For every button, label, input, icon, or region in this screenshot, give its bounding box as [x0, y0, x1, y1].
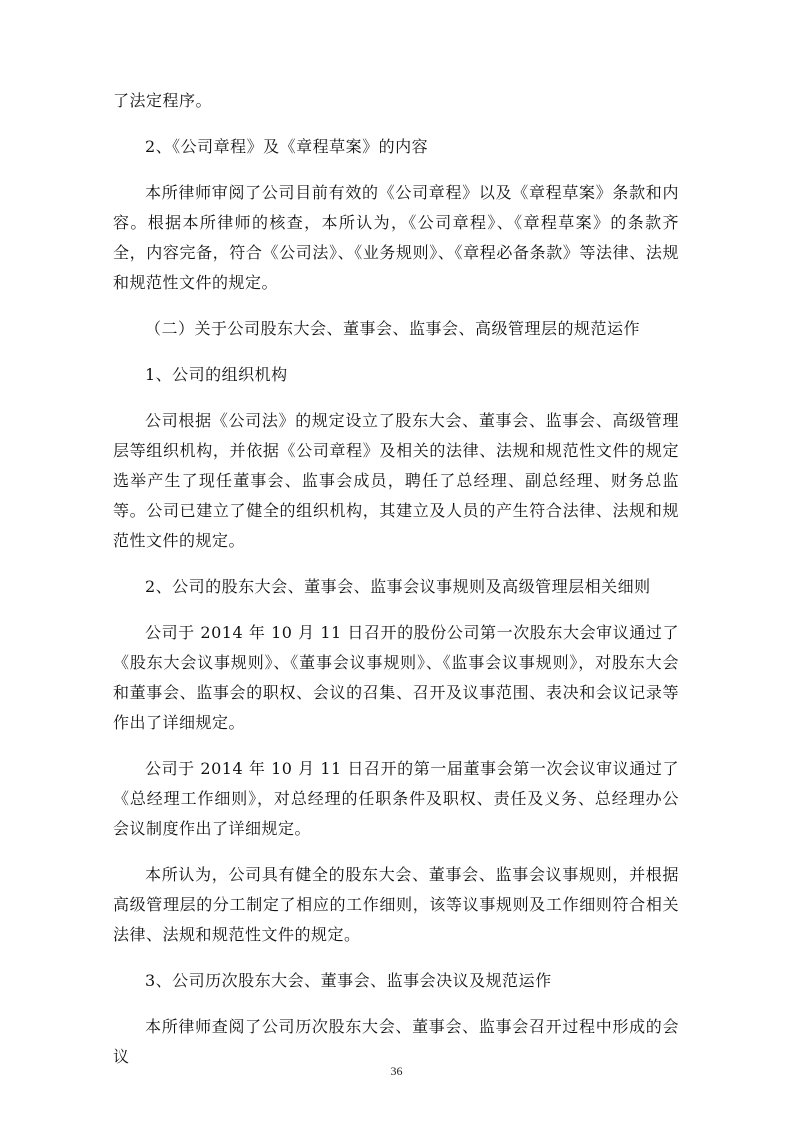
- paragraph-resolutions-review: 本所律师查阅了公司历次股东大会、董事会、监事会召开过程中形成的会议: [113, 1017, 679, 1066]
- paragraph-rules-conclusion: 本所认为，公司具有健全的股东大会、董事会、监事会议事规则，并根据高级管理层的分工制定了相应的工作细则，该等议事规则及工作细则符合相关法律、法规和规范性文件的规定。: [113, 865, 679, 944]
- page-number: 36: [390, 1064, 403, 1078]
- section-heading-resolutions: 3、公司历次股东大会、董事会、监事会决议及规范运作: [145, 971, 552, 990]
- document-body: [113, 86, 679, 1072]
- section-heading-organization: 1、公司的组织机构: [145, 365, 288, 384]
- section-heading-articles-content: 2、《公司章程》及《章程草案》的内容: [145, 137, 429, 156]
- section-heading-rules: 2、公司的股东大会、董事会、监事会议事规则及高级管理层相关细则: [145, 577, 651, 596]
- paragraph-articles-review: 本所律师审阅了公司目前有效的《公司章程》以及《章程草案》条款和内容。根据本所律师的核查，本所认为，《公司章程》、《章程草案》的条款齐全，内容完备，符合《公司法》、《业务规则》、《章程必备条款》等法律、法规和规范性文件的规定。: [113, 183, 679, 292]
- paragraph-continuation: 了法定程序。: [113, 91, 213, 110]
- section-heading-governance: （二）关于公司股东大会、董事会、监事会、高级管理层的规范运作: [145, 319, 641, 338]
- paragraph-general-manager-rules: 公司于 2014 年 10 月 11 日召开的第一届董事会第一次会议审议通过了《总经理工作细则》，对总经理的任职条件及职权、责任及义务、总经理办公会议制度作出了详细规定。: [113, 759, 679, 838]
- paragraph-organization: 公司根据《公司法》的规定设立了股东大会、董事会、监事会、高级管理层等组织机构，并依据《公司章程》及相关的法律、法规和规范性文件的规定选举产生了现任董事会、监事会成员，聘任了总经理、副总经理、财务总监等。公司已建立了健全的组织机构，其建立及人员的产生符合法律、法规和规范性文件的规定。: [113, 411, 679, 550]
- paragraph-shareholder-meeting-rules: 公司于 2014 年 10 月 11 日召开的股份公司第一次股东大会审议通过了《股东大会议事规则》、《董事会议事规则》、《监事会议事规则》，对股东大会和董事会、监事会的职权、会议的召集、召开及议事范围、表决和会议记录等作出了详细规定。: [113, 623, 679, 732]
